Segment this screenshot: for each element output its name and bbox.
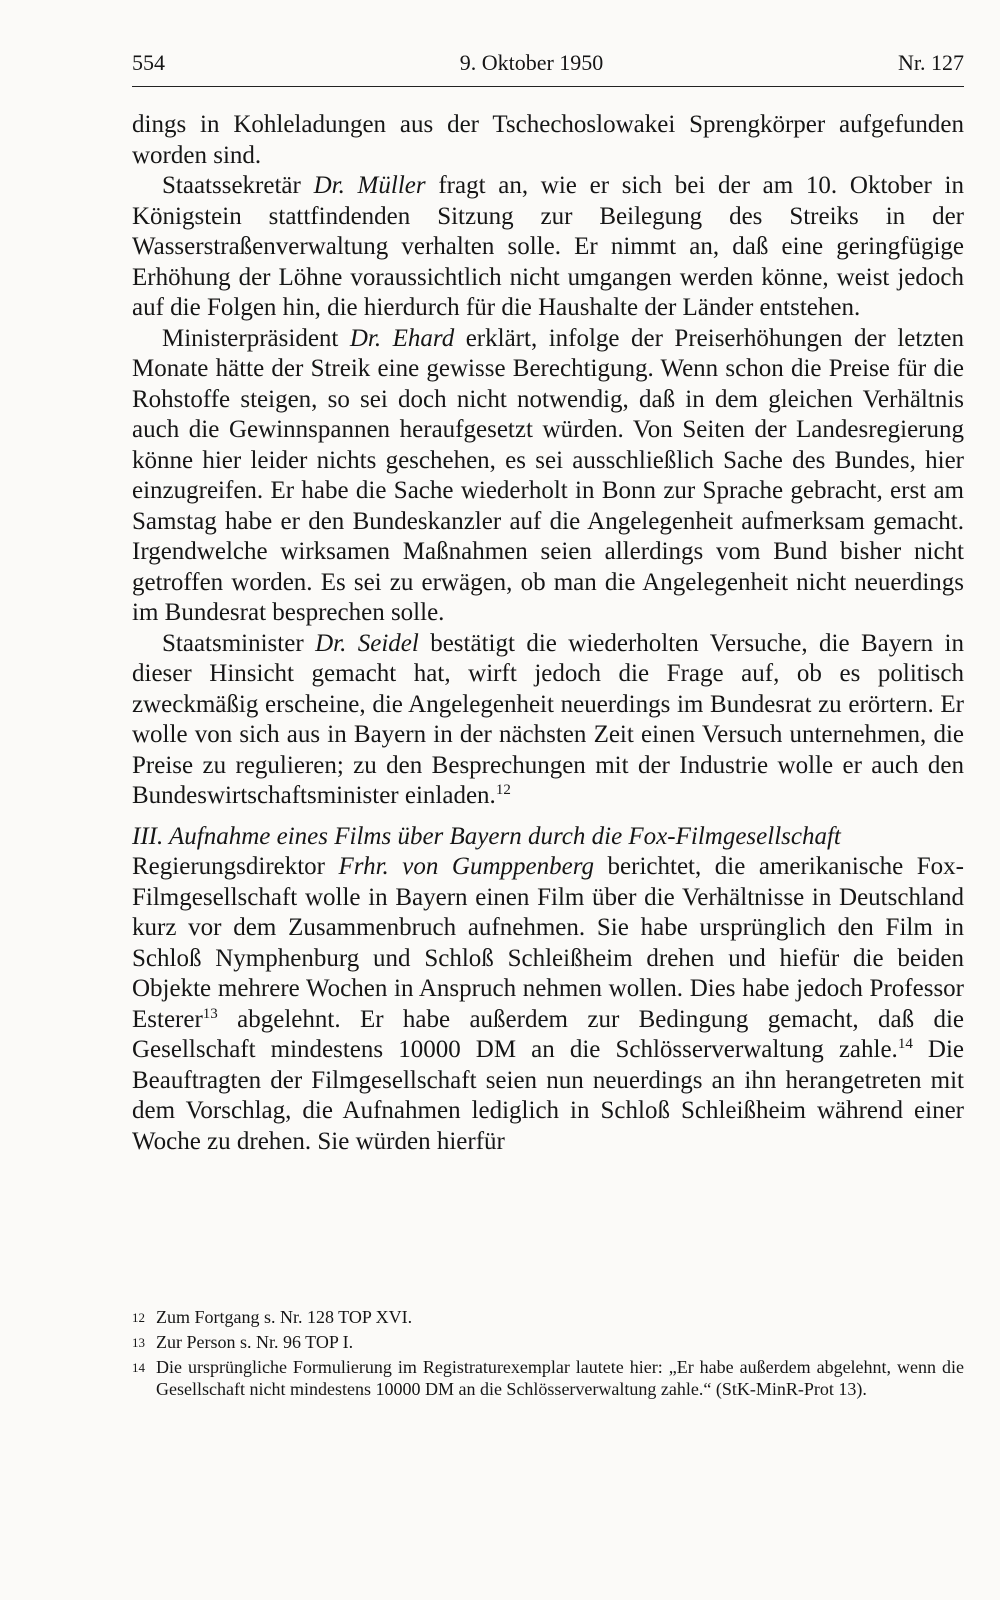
page-number: 554: [132, 50, 165, 75]
paragraph-text: berichtet, die amerikanische Fox-Filmgesellschaft wolle in Bayern einen Film über die Verhältnisse in Deutschland kurz vor dem Zusammenbruch aufnehmen. Sie habe ursprünglich den Film in Schloß Nymphenburg und Schloß Schleißheim drehen und hiefür die beiden Objekte mehrere Wochen in Anspruch nehmen wollen. Dies habe jedoch Professor Esterer: [132, 853, 964, 1033]
footnote-reference: 13: [202, 1005, 218, 1022]
paragraph-text: abgelehnt. Er habe außerdem zur Bedingung gemacht, daß die Gesellschaft mindestens 10000 DM an die Schlösserverwaltung zahle.: [132, 1005, 964, 1063]
footnote-text: Zum Fortgang s. Nr. 128 TOP XVI.: [156, 1307, 413, 1327]
paragraph-5: [132, 852, 964, 1157]
footnote-number: 14: [132, 1360, 145, 1375]
footnote: [132, 1356, 964, 1400]
paragraph-text: fragt an, wie er sich bei der am 10. Oktober in Königstein stattfindenden Sitzung zur Beilegung des Streiks in der Wasserstraßenverwaltung verhalten solle. Er nimmt an, daß eine geringfügige Erhöhung der Löhne voraussichtlich nicht umgangen werden könne, weist jedoch auf die Folgen hin, die hierdurch für die Haushalte der Länder entstehen.: [132, 172, 964, 321]
speaker-title: Staatssekretär: [162, 172, 314, 199]
footnote-text: Die ursprüngliche Formulierung im Registraturexemplar lautete hier: „Er habe außerdem abgelehnt, wenn die Gesellschaft nicht mindestens 10000 DM an die Schlösserverwaltung zahle.“ (StK-MinR-Prot 13).: [156, 1357, 964, 1399]
footnote-text: Zur Person s. Nr. 96 TOP I.: [156, 1332, 354, 1352]
paragraph-text: bestätigt die wiederholten Versuche, die Bayern in dieser Hinsicht gemacht hat, wirft jedoch die Frage auf, ob es politisch zweckmäßig erscheine, die Angelegenheit neuerdings im Bundesrat zu erörtern. Er wolle von sich aus in Bayern in der nächsten Zeit einen Versuch unternehmen, die Preise zu regulieren; zu den Besprechungen mit der Industrie wolle er auch den Bundeswirtschaftsminister einladen.: [132, 629, 964, 809]
section-heading: III. Aufnahme eines Films über Bayern durch die Fox-Filmgesellschaft: [132, 822, 841, 850]
speaker-name: Dr. Ehard: [349, 324, 455, 352]
paragraph-4: [132, 629, 964, 812]
footnotes: [132, 1306, 964, 1402]
page-header: [132, 50, 964, 76]
speaker-name: Dr. Seidel: [315, 629, 419, 657]
header-date: 9. Oktober 1950: [459, 50, 604, 75]
speaker-title: Regierungsdirektor: [132, 853, 339, 880]
speaker-title: Staatsminister: [162, 629, 316, 657]
footnote-number: 13: [132, 1335, 145, 1350]
main-text: [132, 110, 964, 1157]
header-issue-number: Nr. 127: [898, 50, 964, 75]
speaker-title: Ministerpräsident: [162, 324, 350, 352]
footnote-reference: 14: [897, 1036, 913, 1052]
paragraph-text: erklärt, infolge der Preiserhöhungen der letzten Monate hätte der Streik eine gewisse Berechtigung. Wenn schon die Preise für die Rohstoffe steigen, so sei doch nicht notwendig, daß in dem gleichen Verhältnis auch die Gewinnspannen heraufgesetzt würden. Von Seiten der Landesregierung könne hier leider nichts geschehen, es sei ausschließlich Sache des Bundes, hier einzugreifen. Er habe die Sache wiederholt in Bonn zur Sprache gebracht, erst am Samstag habe er den Bundeskanzler auf die Angelegenheit aufmerksam gemacht. Irgendwelche wirksamen Maßnahmen seien allerdings vom Bund bisher nicht getroffen worden. Es sei zu erwägen, ob man die Angelegenheit nicht neuerdings im Bundesrat besprechen solle.: [132, 324, 964, 626]
footnote-reference: 12: [495, 782, 511, 798]
paragraph-3: [132, 324, 964, 629]
paragraph-text: Die Beauftragten der Filmgesellschaft seien nun neuerdings an ihn herangetreten mit dem Vorschlag, die Aufnahmen lediglich in Schloß Schleißheim während einer Woche zu drehen. Sie würden hierfür: [132, 1036, 964, 1155]
footnote: [132, 1306, 964, 1329]
footnote-number: 12: [132, 1310, 145, 1325]
speaker-name: Frhr. von Gumppenberg: [338, 853, 595, 880]
paragraph-1: dings in Kohleladungen aus der Tschechoslowakei Sprengkörper aufgefunden worden sind.: [132, 111, 964, 169]
speaker-name: Dr. Müller: [313, 172, 426, 199]
paragraph-2: [132, 171, 964, 324]
footnote: [132, 1331, 964, 1354]
header-rule: [132, 86, 964, 87]
